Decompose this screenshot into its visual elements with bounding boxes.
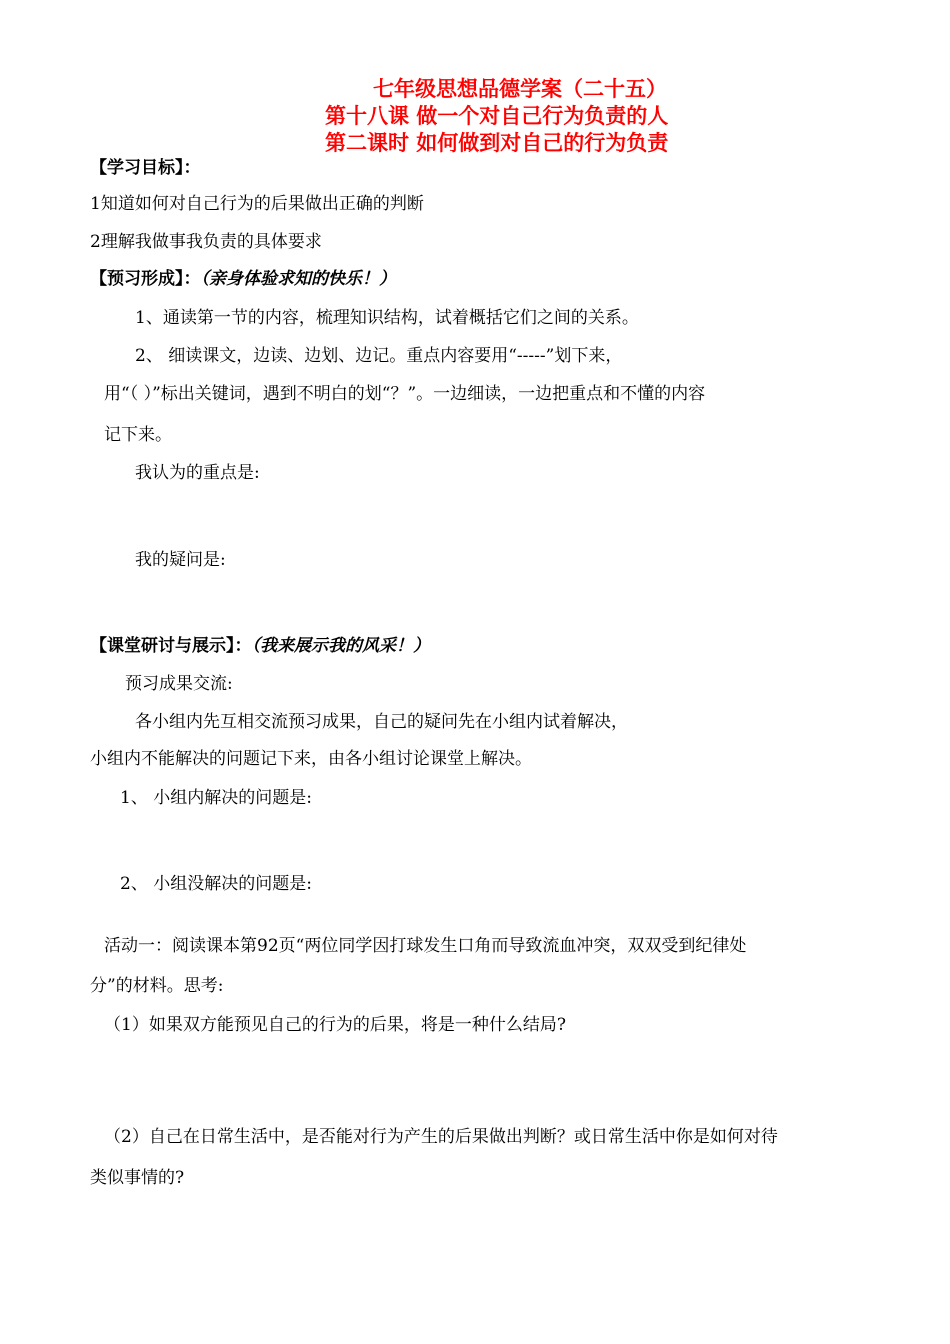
title-line-2: 第十八课 做一个对自己行为负责的人 [325, 104, 669, 128]
objectives-heading: 【学习目标】： [90, 158, 201, 178]
exchange-desc-line-2: 小组内不能解决的问题记下来，由各小组讨论课堂上解决。 [90, 749, 532, 769]
preview-heading: 【预习形成】： [90, 269, 201, 289]
solved-questions-label: 1、 小组内解决的问题是: [120, 788, 312, 808]
activity-1-line-2: 分”的材料。思考: [90, 976, 224, 996]
preview-heading-row [90, 267, 396, 291]
preview-step-2-line-1: 2、 细读课文，边读、边划、边记。重点内容要用“-----”划下来， [135, 346, 623, 366]
preview-step-1: 1、通读第一节的内容，梳理知识结构，试着概括它们之间的关系。 [135, 308, 639, 328]
activity-1-question-2-line-1: （2）自己在日常生活中，是否能对行为产生的后果做出判断？或日常生活中你是如何对待 [104, 1127, 778, 1147]
preview-note: （亲身体验求知的快乐！） [200, 269, 396, 289]
title-line-1: 七年级思想品德学案（二十五） [373, 77, 667, 101]
exchange-label: 预习成果交流: [125, 674, 233, 694]
preview-step-2-line-2: 用“（ ）”标出关键词，遇到不明白的划“？”。一边细读，一边把重点和不懂的内容 [104, 384, 706, 404]
questions-label: 我的疑问是: [135, 550, 226, 570]
activity-1-question-1: （1）如果双方能预见自己的行为的后果，将是一种什么结局? [104, 1015, 566, 1035]
classroom-heading-row [90, 634, 430, 658]
activity-1-line-1: 活动一：阅读课本第92页“两位同学因打球发生口角而导致流血冲突，双双受到纪律处 [104, 936, 747, 956]
objective-item-2: 2理解我做事我负责的具体要求 [90, 232, 322, 252]
exchange-desc-line-1: 各小组内先互相交流预习成果，自己的疑问先在小组内试着解决， [135, 712, 628, 732]
classroom-heading: 【课堂研讨与展示】： [90, 636, 252, 656]
key-points-label: 我认为的重点是: [135, 463, 260, 483]
title-line-3: 第二课时 如何做到对自己的行为负责 [325, 131, 669, 155]
preview-step-2-line-3: 记下来。 [104, 425, 172, 445]
unsolved-questions-label: 2、 小组没解决的问题是: [120, 874, 312, 894]
objective-item-1: 1知道如何对自己行为的后果做出正确的判断 [90, 194, 424, 214]
classroom-note: （我来展示我的风采！） [251, 636, 430, 656]
activity-1-question-2-line-2: 类似事情的? [90, 1168, 185, 1188]
